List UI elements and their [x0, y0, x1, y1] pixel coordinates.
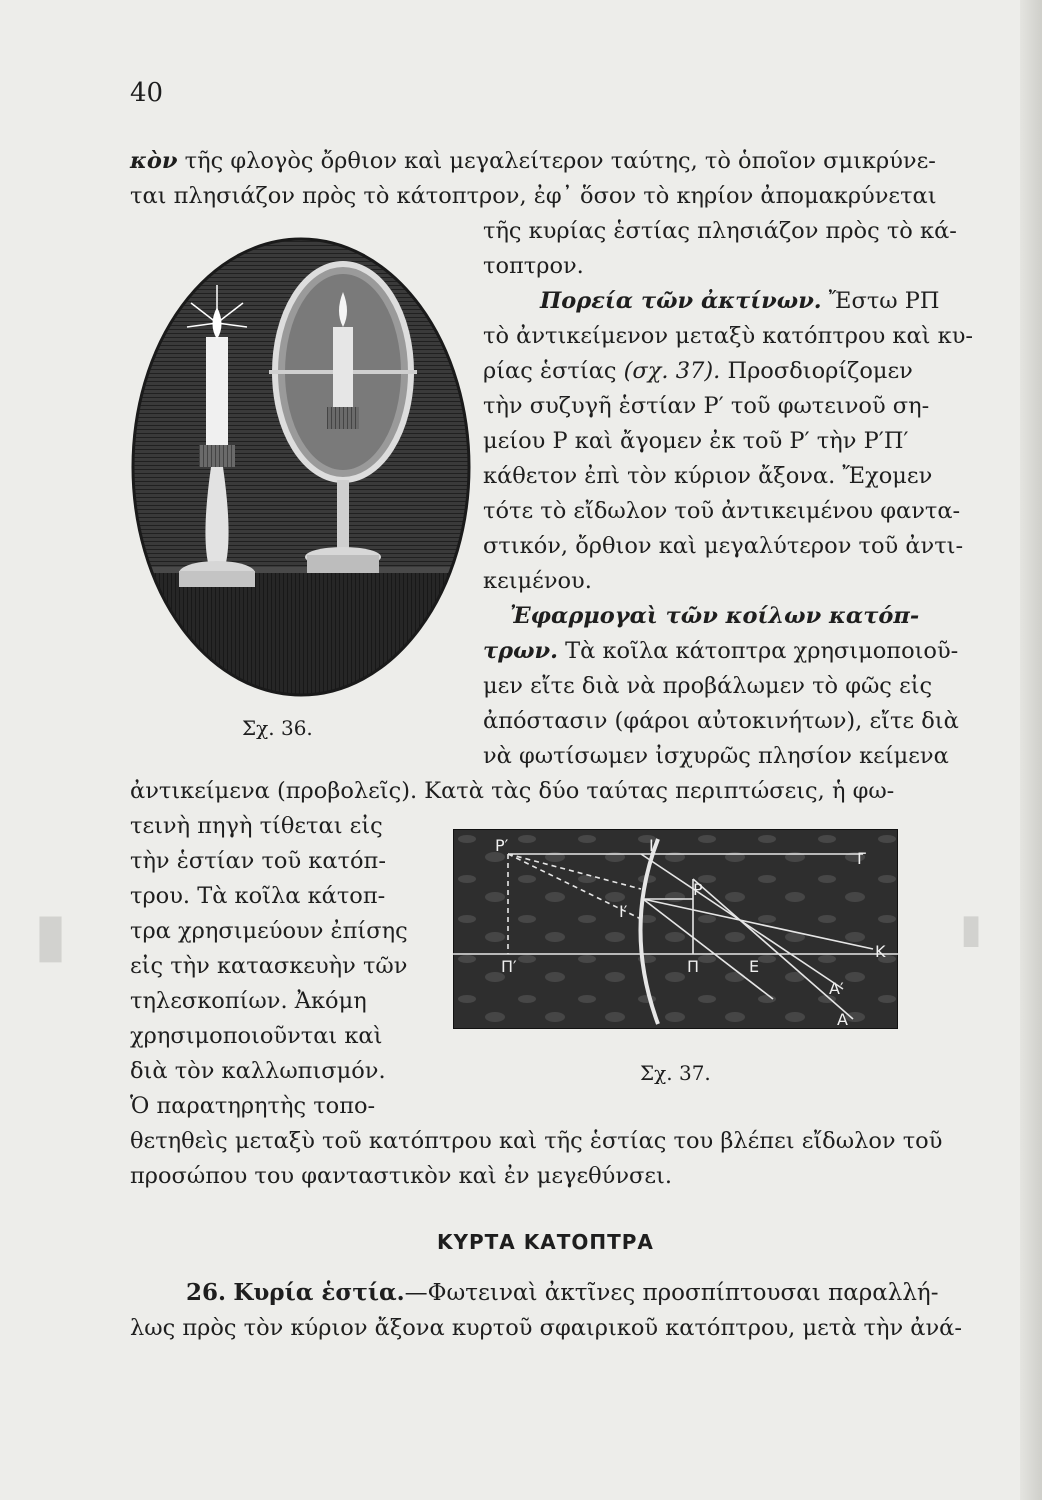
- subheading-poreia: Πορεία τῶν ἀκτίνων.: [540, 288, 822, 314]
- page-edge-shadow: [1020, 0, 1042, 1500]
- label-p: Ρ: [693, 880, 703, 899]
- text-line-30: προσώπου του φανταστικὸν καὶ ἐν μεγεθύνσει.: [130, 1163, 672, 1189]
- text-line-13: κειμένου.: [483, 568, 592, 594]
- text-line-1-rest: τῆς φλογὸς ὄρθιον καὶ μεγαλείτερον ταύτης, τὸ ὁποῖον σμικρύνε-: [177, 148, 936, 174]
- label-k: Κ: [875, 942, 886, 961]
- label-e: Ε: [749, 957, 760, 976]
- text-line-28: Ὁ παρατηρητὴς τοπο-: [130, 1093, 376, 1119]
- text-line-27: διὰ τὸν καλλωπισμόν.: [130, 1058, 386, 1084]
- subheading-line: [540, 286, 940, 316]
- section-heading: ΚΥΡΤΑ ΚΑΤΟΠΤΡΑ: [437, 1230, 654, 1254]
- section-26-line-1: [186, 1278, 938, 1308]
- subheading-efarmogai-end: τρων.: [483, 638, 558, 664]
- text-line-15: [483, 636, 958, 666]
- text-line-20: τεινὴ πηγὴ τίθεται εἰς: [130, 813, 383, 839]
- text-line-9: μείου Ρ καὶ ἄγομεν ἐκ τοῦ Ρ′ τὴν Ρ′Π′: [483, 428, 909, 454]
- text-line-29: θετηθεὶς μεταξὺ τοῦ κατόπτρου καὶ τῆς ἑστίας του βλέπει εἴδωλον τοῦ: [130, 1128, 943, 1154]
- text-line-3: τῆς κυρίας ἑστίας πλησιάζον πρὸς τὸ κά-: [483, 218, 957, 244]
- page-number: 40: [130, 78, 164, 108]
- show-through-mark-right: ▮: [960, 905, 983, 952]
- text-line-25: τηλεσκοπίων. Ἀκόμη: [130, 988, 367, 1014]
- text-line-4: τοπτρον.: [483, 253, 584, 279]
- text-line-18: νὰ φωτίσωμεν ἰσχυρῶς πλησίον κείμενα: [483, 743, 949, 769]
- subheading-efarmogai: Ἐφαρμογαὶ τῶν κοίλων κατόπ-: [510, 603, 920, 629]
- text-line-24: εἰς τὴν κατασκευὴν τῶν: [130, 953, 408, 979]
- subheading-line-2: [510, 601, 919, 631]
- label-gamma: Γ: [857, 849, 866, 868]
- text-line-10: κάθετον ἐπὶ τὸν κύριον ἄξονα. Ἔχομεν: [483, 463, 933, 489]
- label-i-prime: Ι′: [619, 902, 628, 921]
- section-26-text-1: Φωτειναὶ ἀκτῖνες προσπίπτουσαι παραλλή-: [427, 1280, 939, 1306]
- text-line-8: τὴν συζυγῆ ἑστίαν Ρ′ τοῦ φωτεινοῦ ση-: [483, 393, 930, 419]
- text-line-11: τότε τὸ εἴδωλον τοῦ ἀντικειμένου φαντα-: [483, 498, 961, 524]
- label-a: Α: [837, 1010, 848, 1029]
- section-title: Κυρία ἑστία.: [233, 1279, 405, 1306]
- label-pi: Π: [687, 957, 700, 976]
- section-26-line-2: λως πρὸς τὸν κύριον ἄξονα κυρτοῦ σφαιρικοῦ κατόπτρου, μετὰ τὴν ἀνά-: [130, 1315, 962, 1341]
- label-i: Ι: [649, 836, 654, 855]
- text-line-5-rest: Ἔστω ΡΠ: [821, 288, 940, 314]
- text-line-12: στικόν, ὄρθιον καὶ μεγαλύτερον τοῦ ἀντι-: [483, 533, 964, 559]
- text-line-1: [130, 146, 936, 176]
- text-line-17: ἀπόστασιν (φάροι αὐτοκινήτων), εἴτε διὰ: [483, 708, 959, 734]
- text-line-2: ται πλησιάζον πρὸς τὸ κάτοπτρον, ἐφ᾽ ὅσον τὸ κηρίον ἀπομακρύνεται: [130, 183, 937, 209]
- text-line-26: χρησιμοποιοῦνται καὶ: [130, 1023, 383, 1049]
- text-line-21: τὴν ἑστίαν τοῦ κατόπ-: [130, 848, 386, 874]
- text-line-7-b: Προσδιορίζομεν: [720, 358, 913, 384]
- label-a-prime: Α′: [829, 979, 844, 998]
- label-p-prime: Ρ′: [495, 836, 509, 855]
- show-through-mark: ▮: [34, 900, 68, 970]
- text-line-7-a: ρίας ἑστίας: [483, 358, 624, 384]
- label-pi-prime: Π′: [501, 957, 517, 976]
- section-number: 26.: [186, 1279, 227, 1306]
- text-line-22: τρου. Τὰ κοῖλα κάτοπ-: [130, 883, 386, 909]
- text-line-7: [483, 356, 913, 386]
- figure-reference: (σχ. 37).: [623, 358, 721, 384]
- text-line-16: μεν εἴτε διὰ νὰ προβάλωμεν τὸ φῶς εἰς: [483, 673, 933, 699]
- figure-37-ray-diagram: [453, 829, 898, 1029]
- text-line-15-rest: Τὰ κοῖλα κάτοπτρα χρησιμοποιοῦ-: [557, 638, 959, 664]
- text-line-1-lead: κὸν: [130, 148, 178, 174]
- figure-36-caption: Σχ. 36.: [242, 716, 313, 740]
- section-dash: —: [404, 1280, 428, 1306]
- figure-36-candle-mirror-engraving: [131, 237, 471, 697]
- text-line-23: τρα χρησιμεύουν ἐπίσης: [130, 918, 408, 944]
- text-line-19: ἀντικείμενα (προβολεῖς). Κατὰ τὰς δύο ταύτας περιπτώσεις, ἡ φω-: [130, 778, 895, 804]
- text-line-6: τὸ ἀντικείμενον μεταξὺ κατόπτρου καὶ κυ-: [483, 323, 973, 349]
- figure-37-caption: Σχ. 37.: [640, 1061, 711, 1085]
